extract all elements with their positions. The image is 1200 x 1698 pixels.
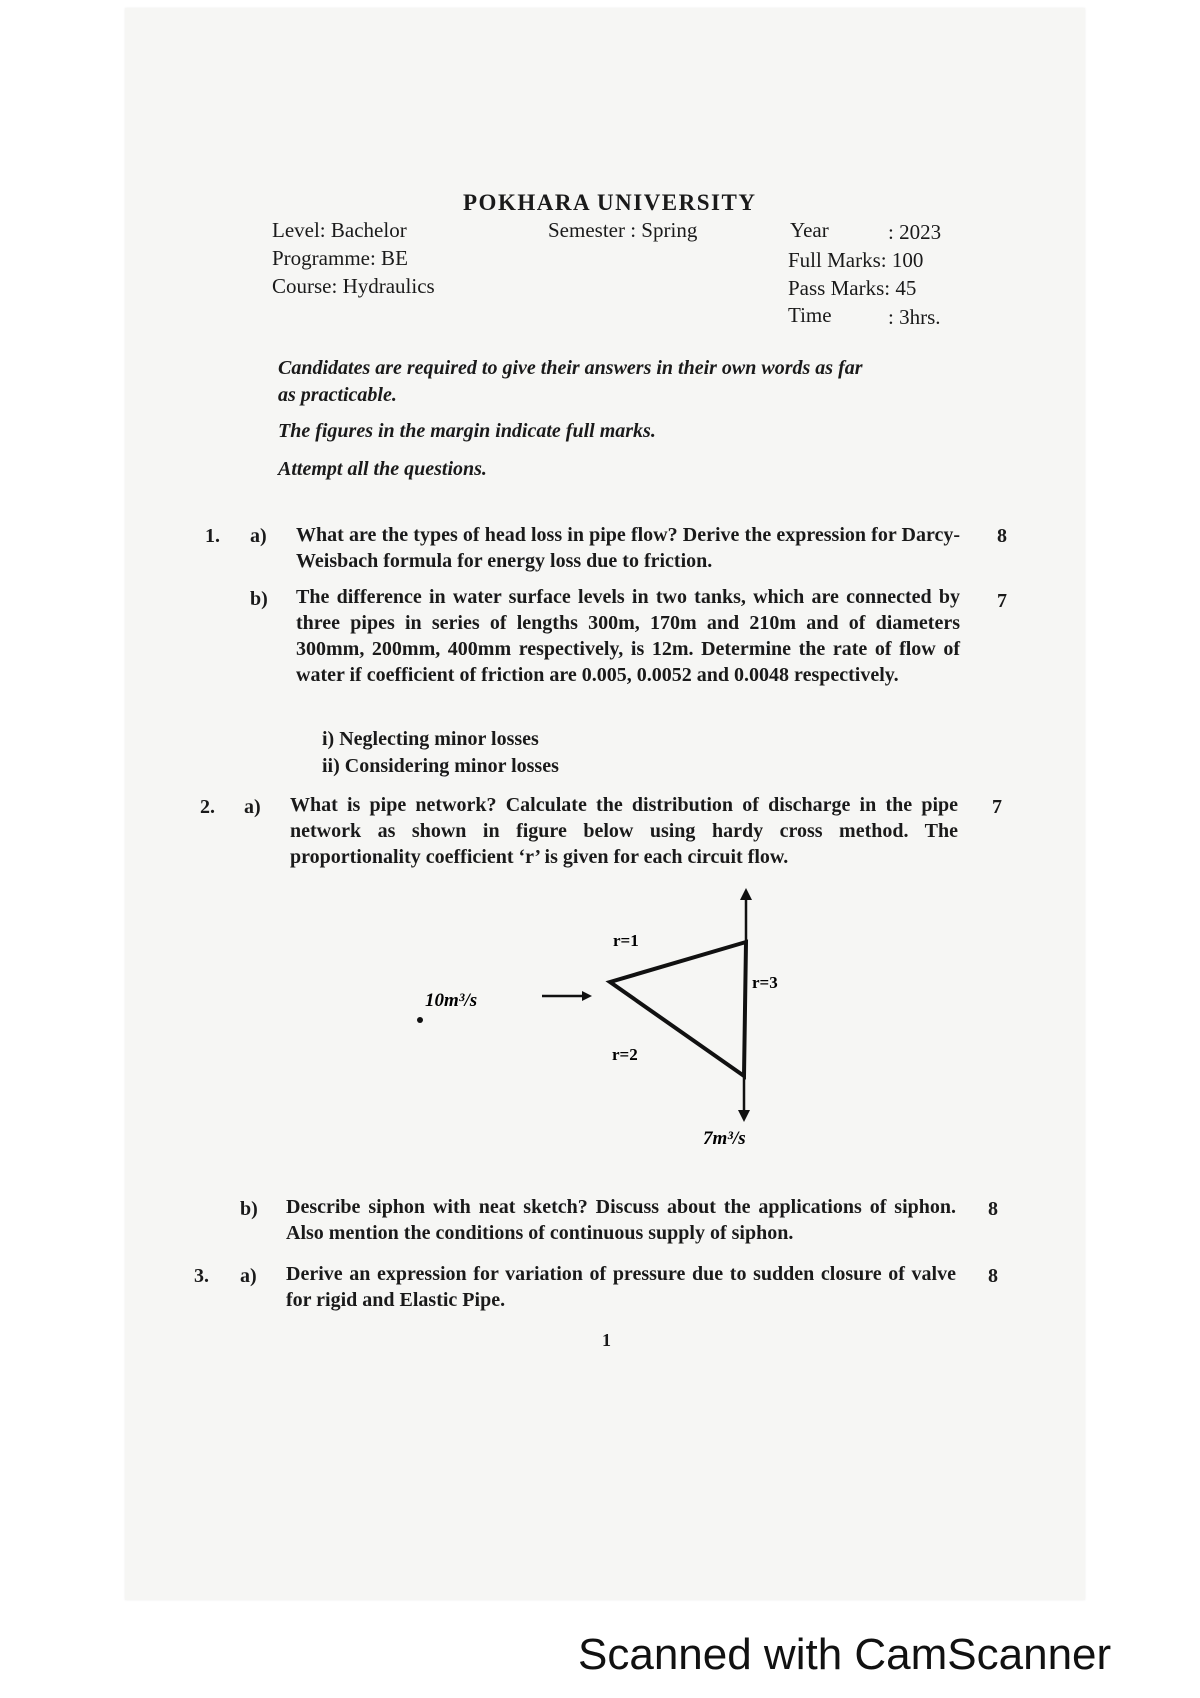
time-value: : 3hrs. [888,305,941,329]
question-3-number: 3. [194,1265,209,1287]
question-3a-text: Derive an expression for variation of pressure due to sudden closure of valve for rigid and Elastic Pipe. [286,1263,956,1311]
question-1b-text: The difference in water surface levels in two tanks, which are connected by three pipes in series of lengths 300m, 170m and 210m and of diameters 300mm, 200mm, 400mm respectively, is 12m. Determine the rate of flow of water if coefficient of friction are 0.005, 0.0052 and 0.0048 respectively. [296,586,960,686]
instruction-line-4: Attempt all the questions. [278,458,487,480]
year-label: Year [790,218,829,242]
question-2b-marks: 8 [988,1198,998,1220]
question-1b-label: b) [250,588,268,610]
question-1a-text: What are the types of head loss in pipe flow? Derive the expression for Darcy-Weisbach formula for energy loss due to friction. [296,524,960,572]
instruction-line-1: Candidates are required to give their answers in their own words as far [278,357,863,379]
camscanner-watermark: Scanned with CamScanner [578,1630,1112,1679]
question-2a-text: What is pipe network? Calculate the distribution of discharge in the pipe network as shown in figure below using hardy cross method. The proportionality coefficient ‘r’ is given for each circuit flow. [290,794,958,868]
dot-marker [417,1017,423,1023]
instruction-line-2: as practicable. [278,384,397,406]
inflow-arrowhead [582,991,592,1001]
question-2b-text: Describe siphon with neat sketch? Discuss about the applications of siphon. Also mention the conditions of continuous supply of siphon. [286,1196,956,1244]
instruction-line-3: The figures in the margin indicate full marks. [278,420,656,442]
question-3a-marks: 8 [988,1265,998,1287]
programme-label: Programme: BE [272,246,408,270]
pipe-r-bottom-label: r=2 [612,1045,638,1064]
question-1b-subpart-ii: ii) Considering minor losses [322,755,559,777]
outflow-label: 7m³/s [703,1128,746,1149]
question-1b-marks: 7 [997,590,1007,612]
year-value: : 2023 [888,220,942,244]
pipe-network-figure [380,880,840,1160]
question-1a-marks: 8 [997,525,1007,547]
question-1-number: 1. [205,525,220,547]
outflow-arrowhead-bottom [738,1110,750,1122]
pipe-r-top-label: r=1 [613,931,639,950]
question-3a-label: a) [240,1265,257,1287]
full-marks-label: Full Marks: 100 [788,248,924,272]
semester-label: Semester : Spring [548,218,698,242]
course-label: Course: Hydraulics [272,274,435,298]
time-label: Time [788,303,832,327]
pass-marks-label: Pass Marks: 45 [788,276,917,300]
question-1a-label: a) [250,525,267,547]
university-title: POKHARA UNIVERSITY [463,190,757,215]
page-number: 1 [602,1330,611,1350]
question-1b-subpart-i: i) Neglecting minor losses [322,728,539,750]
question-2b-label: b) [240,1198,258,1220]
level-label: Level: Bachelor [272,218,407,242]
pipe-r-right-label: r=3 [752,973,778,992]
question-2a-marks: 7 [992,796,1002,818]
question-2a-label: a) [244,796,261,818]
outflow-arrowhead-top [740,888,752,900]
question-2-number: 2. [200,796,215,818]
inflow-label: 10m³/s [425,990,478,1011]
